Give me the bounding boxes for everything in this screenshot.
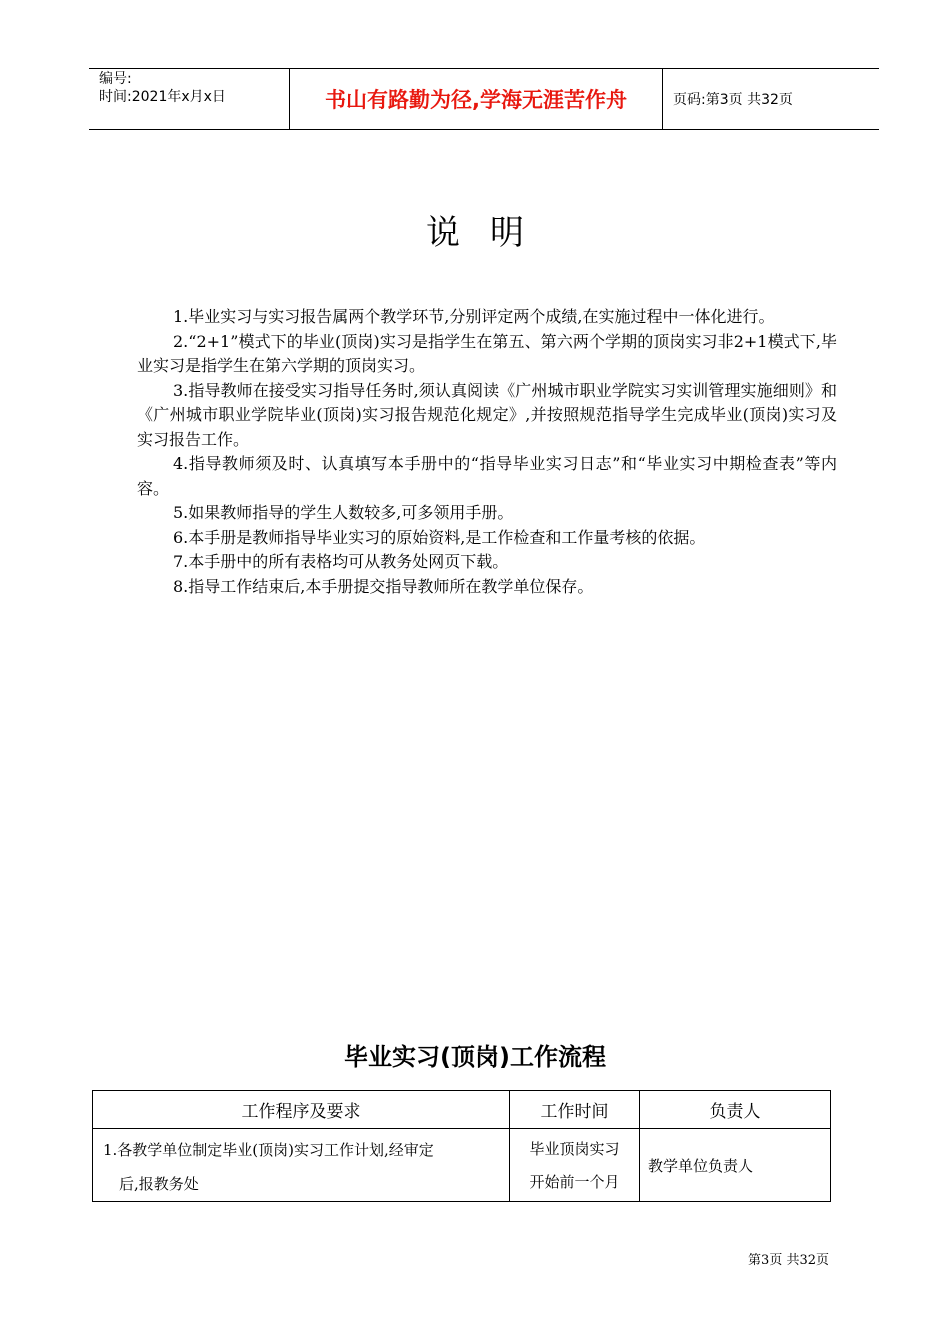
time-text: 开始前一个月 <box>529 1173 620 1191</box>
column-header-owner: 负责人 <box>640 1091 831 1129</box>
header-motto: 书山有路勤为径,学海无涯苦作舟 <box>290 69 663 129</box>
column-header-time: 工作时间 <box>510 1091 640 1129</box>
time-text: 毕业顶岗实习 <box>529 1140 620 1158</box>
procedure-text: 1.各教学单位制定毕业(顶岗)实习工作计划,经审定 <box>103 1141 434 1159</box>
header-page-number: 页码:第3页 共32页 <box>673 92 793 108</box>
time-label: 时间:2021年x月x日 <box>99 89 226 105</box>
note-item: 2.“2+1”模式下的毕业(顶岗)实习是指学生在第五、第六两个学期的顶岗实习非2+1模式下,毕业实习是指学生在第六学期的顶岗实习。 <box>137 331 837 375</box>
workflow-table <box>92 1090 831 1202</box>
time-cell <box>510 1129 640 1202</box>
note-item: 6.本手册是教师指导毕业实习的原始资料,是工作检查和工作量考核的依据。 <box>173 527 706 547</box>
table-row <box>93 1129 831 1202</box>
note-item: 3.指导教师在接受实习指导任务时,须认真阅读《广州城市职业学院实习实训管理实施细则》和《广州城市职业学院毕业(顶岗)实习报告规范化规定》,并按照规范指导学生完成毕业(顶岗)实习及实习报告工作。 <box>137 380 837 449</box>
column-header-procedure: 工作程序及要求 <box>93 1091 510 1129</box>
page-title: 说明 <box>426 213 554 253</box>
note-item: 1.毕业实习与实习报告属两个教学环节,分别评定两个成绩,在实施过程中一体化进行。 <box>173 307 775 326</box>
procedure-cell <box>93 1129 510 1202</box>
note-item: 4.指导教师须及时、认真填写本手册中的“指导毕业实习日志”和“毕业实习中期检查表”等内容。 <box>137 454 837 498</box>
header-meta <box>89 69 290 129</box>
note-item: 5.如果教师指导的学生人数较多,可多领用手册。 <box>173 503 514 522</box>
page-header <box>89 68 879 130</box>
notes-section <box>137 305 837 599</box>
owner-cell: 教学单位负责人 <box>640 1129 831 1202</box>
page-footer: 第3页 共32页 <box>748 1253 829 1268</box>
note-item: 8.指导工作结束后,本手册提交指导教师所在教学单位保存。 <box>173 576 594 596</box>
procedure-text: 后,报教务处 <box>119 1175 199 1193</box>
serial-label: 编号: <box>99 71 132 87</box>
table-header-row <box>93 1091 831 1129</box>
workflow-title: 毕业实习(顶岗)工作流程 <box>344 1043 606 1071</box>
note-item: 7.本手册中的所有表格均可从教务处网页下载。 <box>173 552 509 571</box>
